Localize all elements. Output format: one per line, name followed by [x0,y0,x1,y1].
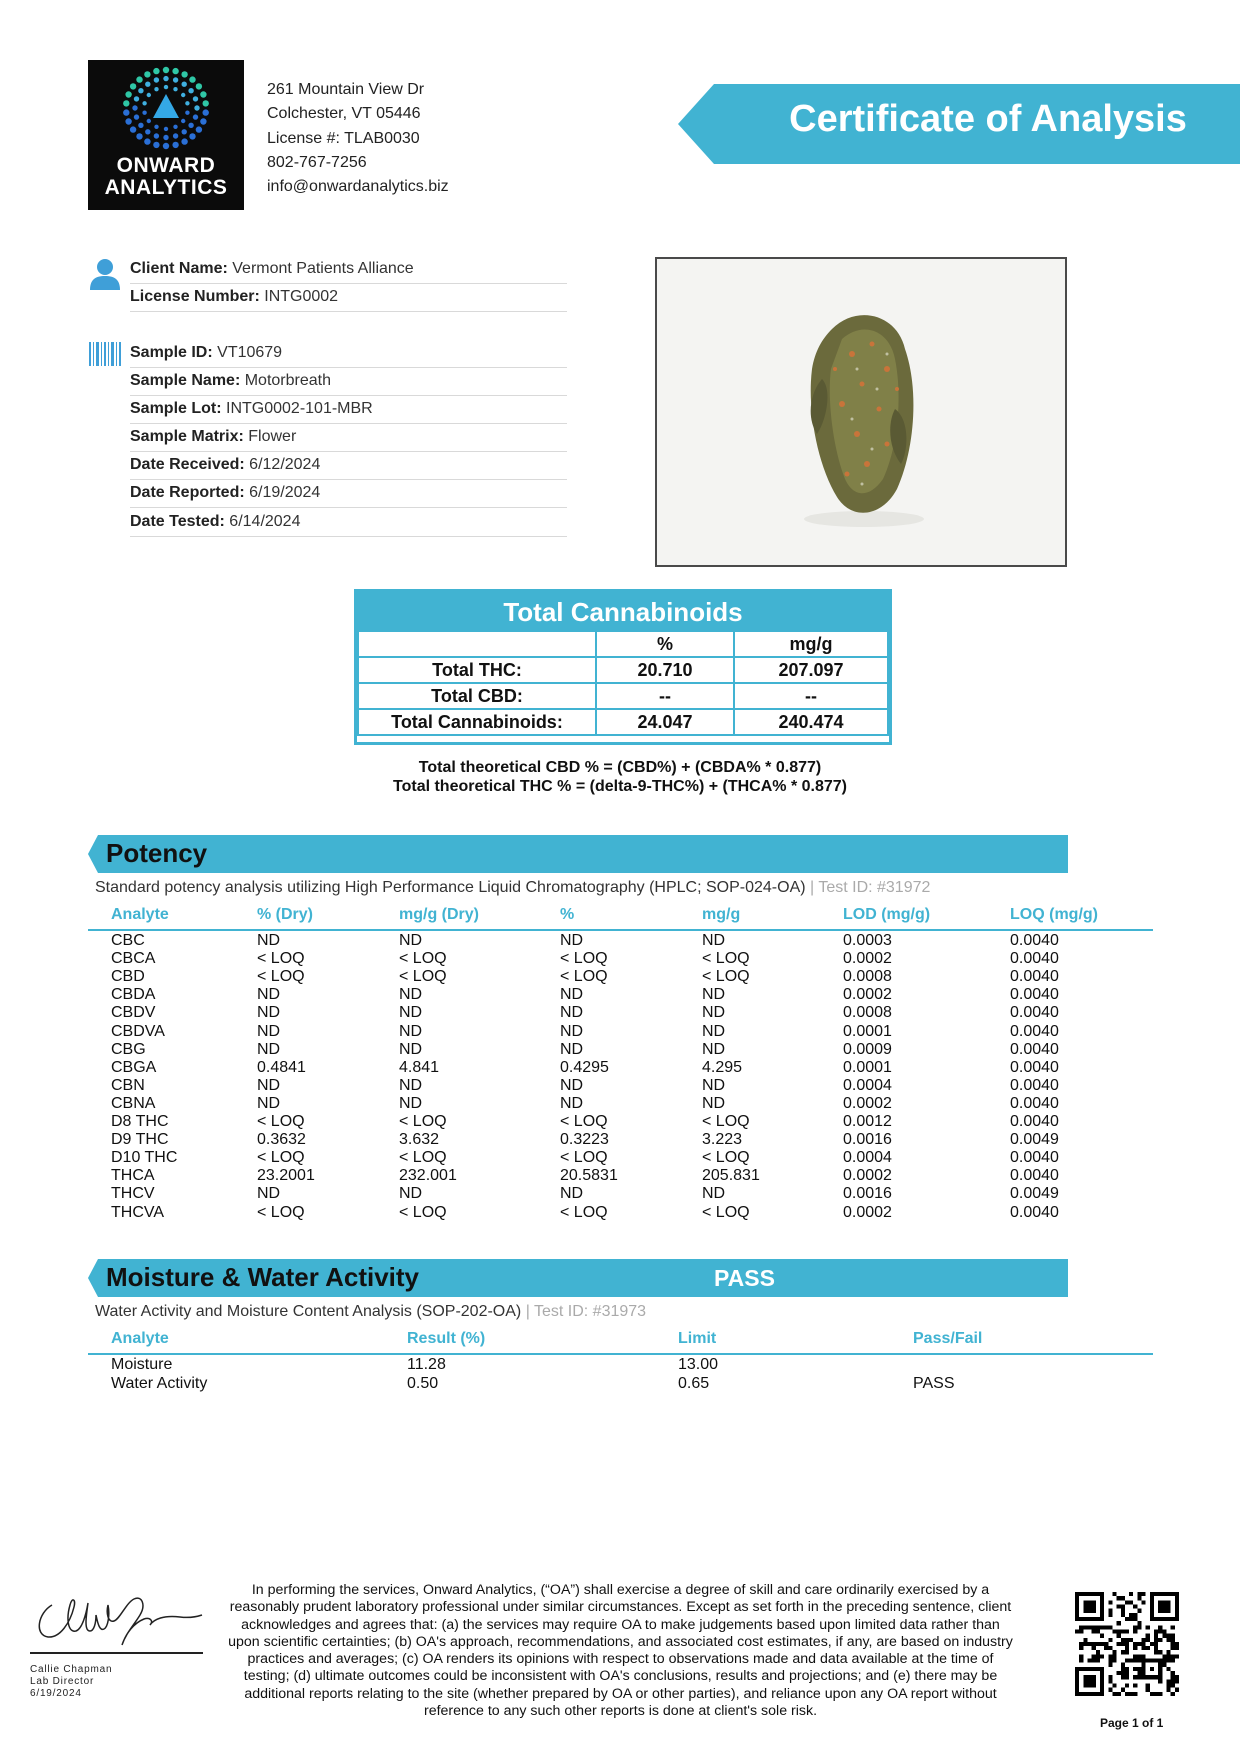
table-header-row [358,631,888,657]
license-number-row [130,284,567,312]
info-label: Sample Name: [130,372,241,389]
sample-lot-row [130,396,567,424]
analyte-name: CBNA [111,1094,156,1112]
analyte-name: CBN [111,1076,145,1094]
table-cell: ND [560,1040,584,1058]
column-header: Result (%) [407,1330,486,1347]
analyte-name: CBD [111,968,145,986]
analyte-name: THCA [111,1167,155,1185]
table-cell: 0.0008 [843,1004,892,1022]
column-header: Limit [678,1330,717,1347]
table-cell: Total Cannabinoids: [358,709,596,735]
moisture-method: Water Activity and Moisture Content Analysis (SOP-202-OA) [95,1303,522,1320]
column-header: % [560,906,575,923]
table-cell: 0.0012 [843,1113,892,1130]
table-cell: ND [702,1094,726,1112]
table-cell: 0.3632 [257,1131,306,1149]
date-received-row [130,452,567,480]
table-cell: 3.223 [702,1131,743,1149]
info-label: Date Tested: [130,513,225,530]
table-cell: ND [399,1004,423,1022]
table-cell [358,631,596,657]
info-label: Client Name: [130,260,228,277]
table-cell: ND [702,986,726,1004]
sample-name-row [130,368,567,396]
analyte-name: CBDVA [111,1022,165,1040]
disclaimer-line: additional reports relating to the site (whether prepared by OA or other parties), and reliance upon any OA report without [244,1685,997,1702]
signature-line [30,1652,203,1654]
table-cell: 0.0040 [1010,1203,1059,1221]
moisture-status-badge: PASS [714,1265,775,1291]
table-cell: 0.0001 [843,1058,892,1076]
table-row [358,709,888,735]
table-cell: < LOQ [399,1149,447,1167]
column-header: LOD (mg/g) [843,906,931,923]
analyte-name: CBGA [111,1058,157,1076]
table-cell: 24.047 [596,709,734,735]
info-value: Motorbreath [244,372,331,389]
table-cell: 3.632 [399,1131,440,1149]
table-cell: 4.841 [399,1058,440,1076]
table-cell: 20.710 [596,657,734,683]
table-cell: 0.0001 [843,1022,892,1040]
table-cell: 0.0040 [1010,1094,1059,1112]
table-cell: 0.0040 [1010,1058,1059,1076]
table-cell: < LOQ [399,1203,447,1221]
table-cell: ND [399,1094,423,1112]
table-cell: < LOQ [702,1203,750,1221]
disclaimer [228,1582,1013,1720]
total-cannabinoids-table [357,630,889,736]
table-cell: 20.5831 [560,1167,618,1185]
table-cell: 205.831 [702,1167,760,1185]
potency-description [95,879,930,897]
table-cell: < LOQ [257,950,305,968]
table-cell: ND [257,1022,281,1040]
table-cell: 4.295 [702,1058,743,1076]
signer-name: Callie Chapman [30,1664,113,1675]
table-cell: ND [560,1004,584,1022]
table-cell: 0.0002 [843,950,892,968]
column-header: mg/g [702,906,741,923]
table-cell: ND [399,1040,423,1058]
date-tested-row [130,509,567,537]
potency-title: Potency [106,838,208,868]
logo-dots-icon [88,60,244,155]
total-cannabinoids-box [354,589,892,745]
info-value: VT10679 [217,344,283,361]
table-cell: < LOQ [560,1113,608,1130]
address-line: Colchester, VT 05446 [267,105,421,123]
analyte-name: Moisture [111,1356,173,1373]
info-value: 6/19/2024 [249,484,321,501]
qr-code-icon[interactable] [1075,1592,1179,1696]
moisture-header [88,1259,1068,1297]
table-cell: 0.0008 [843,968,892,986]
table-cell: < LOQ [257,968,305,986]
info-label: Sample ID: [130,344,213,361]
table-cell: ND [702,1040,726,1058]
formulas [300,758,940,796]
lab-logo [88,60,244,210]
total-cannabinoids-title: Total Cannabinoids [357,592,889,630]
analyte-name: THCV [111,1185,155,1203]
table-cell: 13.00 [678,1356,719,1373]
column-header: Pass/Fail [913,1330,983,1347]
table-cell: ND [257,1004,281,1022]
person-icon [88,257,122,291]
analyte-name: Water Activity [111,1374,208,1392]
table-cell: ND [560,1094,584,1112]
table-cell: < LOQ [560,950,608,968]
table-cell: 0.0040 [1010,1149,1059,1167]
disclaimer-line: acknowledges and agrees that: (a) the services may require OA to make judgements based upon limited data rather than [241,1616,1000,1633]
table-cell: 0.0009 [843,1040,892,1058]
table-cell: 0.0002 [843,1167,892,1185]
table-cell: ND [257,1094,281,1112]
disclaimer-line: upon scientific certainties; (b) OA's approach, recommendations, and associated cost estimates, if any, are based on industry [228,1633,1013,1650]
disclaimer-line: reference to any such other reports is done at client's sole risk. [423,1703,818,1720]
table-cell: ND [257,986,281,1004]
table-cell: 0.0040 [1010,1113,1059,1130]
barcode-icon [88,342,122,366]
column-header: mg/g (Dry) [399,906,479,923]
signer-title: Lab Director [30,1676,95,1687]
analyte-name: CBDA [111,986,156,1004]
table-cell: ND [399,986,423,1004]
info-value: INTG0002-101-MBR [226,400,373,417]
table-cell: ND [702,1185,726,1203]
table-cell: ND [560,1022,584,1040]
table-cell: Total CBD: [358,683,596,709]
analyte-name: CBDV [111,1004,156,1022]
table-header-cell: % [596,631,734,657]
info-label: Sample Lot: [130,400,222,417]
signature-image [30,1585,205,1650]
analyte-name: CBC [111,932,145,949]
info-value: 6/12/2024 [249,456,321,473]
table-cell: < LOQ [560,968,608,986]
logo-text-line2: ANALYTICS [104,176,228,199]
moisture-title: Moisture & Water Activity [106,1262,420,1292]
formula-cbd: Total theoretical CBD % = (CBD%) + (CBDA% * 0.877) [418,759,822,776]
disclaimer-line: reasonably prudent laboratory professional under similar circumstances. Except as set forth in the preceding sentence, client [229,1599,1012,1616]
info-value: 6/14/2024 [229,513,301,530]
table-cell: 0.0004 [843,1149,892,1167]
info-label: License Number: [130,288,260,305]
table-cell: 232.001 [399,1167,457,1185]
table-cell: ND [399,1022,423,1040]
table-cell: PASS [913,1374,955,1392]
table-cell: 0.3223 [560,1131,609,1149]
info-label: Date Reported: [130,484,245,501]
info-value: Flower [248,428,297,445]
moisture-test-id: | Test ID: #31973 [525,1303,647,1320]
table-cell: < LOQ [560,1149,608,1167]
potency-test-id: | Test ID: #31972 [810,879,931,896]
table-cell: 0.4295 [560,1058,609,1076]
table-cell: ND [560,1076,584,1094]
address-line: License #: TLAB0030 [267,129,420,147]
section-header-shape [88,835,1068,873]
table-cell: 0.0040 [1010,986,1059,1004]
table-row [358,683,888,709]
address-line: 261 Mountain View Dr [267,81,425,98]
table-cell: 0.0016 [843,1185,892,1203]
table-cell: 0.0004 [843,1076,892,1094]
table-cell: ND [702,1004,726,1022]
table-cell: 0.0049 [1010,1131,1059,1149]
sample-matrix-row [130,424,567,452]
table-cell: ND [257,1040,281,1058]
table-cell: 0.0049 [1010,1185,1059,1203]
table-cell: 11.28 [407,1356,446,1373]
table-cell: < LOQ [702,950,750,968]
table-cell: 0.0040 [1010,1076,1059,1094]
flower-bud-image [657,259,1065,565]
table-cell: < LOQ [702,1113,750,1130]
table-cell: ND [702,1076,726,1094]
potency-method: Standard potency analysis utilizing High Performance Liquid Chromatography (HPLC; SOP-024-OA) [95,879,806,896]
table-cell: ND [399,1185,423,1203]
analyte-name: D10 THC [111,1149,178,1167]
table-cell: 0.0040 [1010,1167,1059,1185]
table-cell: ND [560,932,584,949]
header-divider [88,929,1153,931]
table-cell: 0.4841 [257,1058,306,1076]
table-cell: -- [734,683,888,709]
table-cell: 0.0002 [843,1094,892,1112]
column-header: Analyte [111,1330,169,1347]
analyte-name: D8 THC [111,1113,169,1130]
table-cell: 23.2001 [257,1167,315,1185]
table-cell: < LOQ [702,968,750,986]
sample-photo [655,257,1067,567]
disclaimer-line: practices and averages; (c) OA renders its opinions with respect to observations made and data available at the time of [247,1651,994,1668]
table-cell: < LOQ [399,968,447,986]
potency-header [88,835,1068,873]
table-cell: < LOQ [257,1149,305,1167]
table-cell: ND [257,1076,281,1094]
table-cell: ND [560,1185,584,1203]
table-cell: 0.0002 [843,1203,892,1221]
table-header-cell: mg/g [734,631,888,657]
table-cell: 0.0016 [843,1131,892,1149]
column-header: LOQ (mg/g) [1010,906,1098,923]
formula-thc: Total theoretical THC % = (delta-9-THC%) + (THCA% * 0.877) [393,778,847,795]
logo-text-line1: ONWARD [116,154,216,177]
signer-block [30,1664,112,1700]
table-cell: 0.0002 [843,986,892,1004]
moisture-description [95,1303,646,1321]
table-cell: < LOQ [702,1149,750,1167]
table-row [358,657,888,683]
table-cell: 0.0040 [1010,950,1059,968]
table-cell: < LOQ [257,1113,305,1130]
table-cell: 0.50 [407,1374,439,1392]
document-title: Certificate of Analysis [789,98,1187,140]
table-cell: 0.0040 [1010,1022,1059,1040]
disclaimer-line: testing; (d) ultimate outcomes could be inconsistent with OA's conclusions, results and projections; and (e) there may be [243,1668,998,1685]
address-line: 802-767-7256 [267,153,367,171]
table-cell: 240.474 [734,709,888,735]
info-value: INTG0002 [264,288,339,305]
address-line: info@onwardanalytics.biz [267,178,449,196]
analyte-name: D9 THC [111,1131,169,1149]
table-cell: 0.0040 [1010,932,1059,949]
table-cell: Total THC: [358,657,596,683]
table-cell: ND [257,1185,281,1203]
page-number: Page 1 of 1 [1100,1716,1164,1730]
table-cell: 0.0040 [1010,1004,1059,1022]
info-label: Date Received: [130,456,245,473]
table-cell: < LOQ [560,1203,608,1221]
analyte-name: CBCA [111,950,156,968]
table-cell: < LOQ [399,950,447,968]
header-divider [88,1353,1153,1355]
table-cell: ND [399,932,423,949]
column-header: % (Dry) [257,906,314,923]
disclaimer-line: In performing the services, Onward Analytics, (“OA”) shall exercise a degree of skill and care ordinarily exercised by a [251,1582,990,1598]
sample-id-row [130,340,567,368]
info-label: Sample Matrix: [130,428,244,445]
certificate-banner [678,84,1240,164]
lab-address [267,78,449,199]
table-cell: 0.0040 [1010,968,1059,986]
client-name-row [130,256,567,284]
signer-date: 6/19/2024 [30,1688,82,1699]
analyte-name: THCVA [111,1203,165,1221]
table-cell: 207.097 [734,657,888,683]
table-cell: 0.65 [678,1374,710,1392]
table-cell: < LOQ [257,1203,305,1221]
table-cell: < LOQ [399,1113,447,1130]
table-cell: ND [257,932,281,949]
table-cell: 0.0040 [1010,1040,1059,1058]
column-header: Analyte [111,906,169,923]
table-cell: 0.0003 [843,932,892,949]
table-cell: ND [702,1022,726,1040]
table-cell: ND [560,986,584,1004]
table-cell: ND [399,1076,423,1094]
table-cell: -- [596,683,734,709]
date-reported-row [130,480,567,508]
analyte-name: CBG [111,1040,146,1058]
info-value: Vermont Patients Alliance [232,260,414,277]
table-cell: ND [702,932,726,949]
